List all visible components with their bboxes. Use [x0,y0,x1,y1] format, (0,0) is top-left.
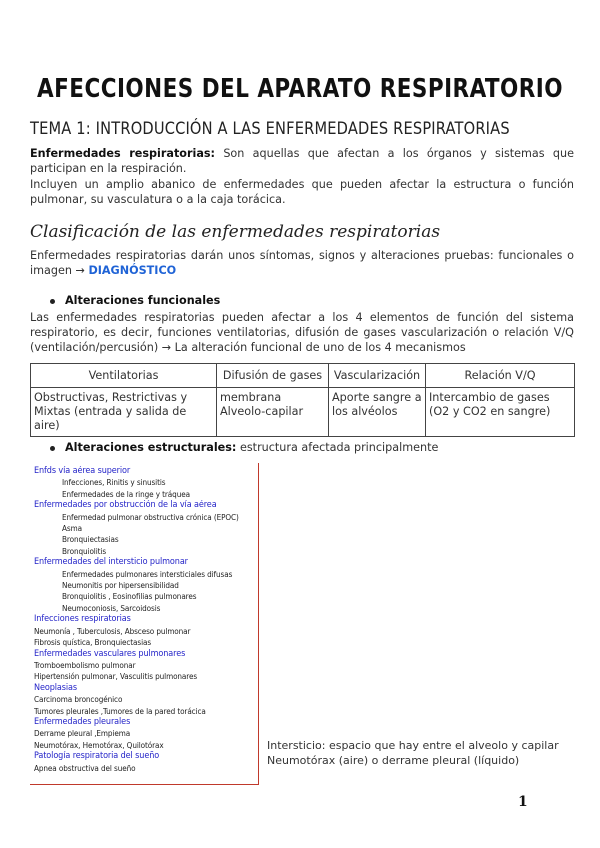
list-item: Bronquiolitis [62,545,107,556]
list-item: Enfermedades pulmonares intersticiales difusas [62,568,233,579]
list-item: Neumonitis por hipersensibilidad [62,580,179,591]
list-item: Neumotórax, Hemotórax, Quilotórax [34,739,164,750]
bullet-funcionales [50,294,220,307]
bullet-estructurales [50,441,438,454]
note-line: Neumotórax (aire) o derrame pleural (líquido) [267,754,520,767]
intro-term: Enfermedades respiratorias: [30,147,216,160]
table-header-cell: Relación V/Q [426,364,575,388]
list-heading: Infecciones respiratorias [34,614,131,625]
classification-list-image [30,463,259,785]
list-item: Fibrosis quística, Bronquiectasias [34,637,152,648]
section-title-clasificacion: Clasificación de las enfermedades respiratorias [30,222,441,242]
bullet-estructurales-label: Alteraciones estructurales: [65,441,237,454]
bullet-dot-icon [50,446,55,451]
list-item: Hipertensión pulmonar, Vasculitis pulmonares [34,671,198,682]
table-cell: membrana Alveolo-capilar [217,388,329,437]
bullet-funcionales-label: Alteraciones funcionales [65,294,221,307]
list-item: Enfermedad pulmonar obstructiva crónica (EPOC) [62,511,239,522]
bullet-dot-icon [50,299,55,304]
list-item: Neumonía , Tuberculosis, Absceso pulmonar [34,625,191,636]
intro-paragraph-2: Incluyen un amplio abanico de enfermedades que pueden afectar la estructura o función pulmonar, su vasculatura o a la caja torácica. [30,178,574,206]
table-cell: Intercambio de gases (O2 y CO2 en sangre) [426,388,575,437]
list-heading: Enfermedades del intersticio pulmonar [34,557,188,568]
table-row [31,388,575,437]
bullet-estructurales-text: estructura afectada principalmente [239,441,439,454]
list-item: Enfermedades de la ringe y tráquea [62,488,190,499]
list-item: Tumores pleurales ,Tumores de la pared torácica [34,705,206,716]
list-item: Bronquiectasias [62,534,119,545]
table-header-row [31,364,575,388]
list-item: Derrame pleural ,Empiema [34,728,131,739]
page-number: 1 [518,794,528,810]
table-cell: Aporte sangre a los alvéolos [329,388,426,437]
list-heading: Patología respiratoria del sueño [34,751,160,762]
clasificacion-text [30,248,574,278]
diagnostico-highlight: DIAGNÓSTICO [88,264,177,277]
table-header-cell: Ventilatorias [31,364,217,388]
table-cell: Obstructivas, Restrictivas y Mixtas (entrada y salida de aire) [31,388,217,437]
funcional-table [30,363,575,437]
clasificacion-body: Enfermedades respiratorias darán unos síntomas, signos y alteraciones pruebas: funcionales o imagen → [30,249,574,277]
intro-paragraph [30,146,574,176]
intro-definition: Son aquellas que afectan a los órganos y sistemas que participan en la respiración. [30,147,574,175]
list-item: Bronquiolitis , Eosinofilias pulmonares [62,591,197,602]
list-item: Infecciones, Rinitis y sinusitis [62,477,166,488]
table-header-cell: Difusión de gases [217,364,329,388]
funcionales-text: Las enfermedades respiratorias pueden afectar a los 4 elementos de función del sistema respiratorio, es decir, funciones ventilatorias, difusión de gases vascularización o relación V/Q (ventilación/percusión) → La alteración funcional de uno de los 4 mecanismos [30,311,574,354]
list-heading: Enfermedades por obstrucción de la vía aérea [34,500,217,511]
table-header-cell: Vascularización [329,364,426,388]
page-title: AFECCIONES DEL APARATO RESPIRATORIO [37,74,563,104]
list-heading: Enfermedades pleurales [34,716,131,727]
list-item: Neumoconiosis, Sarcoidosis [62,602,161,613]
list-item: Carcinoma broncogénico [34,694,123,705]
list-heading: Neoplasias [34,682,77,693]
note-line: Intersticio: espacio que hay entre el alveolo y capilar [267,739,559,752]
note-block [267,738,559,768]
tema-title: TEMA 1: INTRODUCCIÓN A LAS ENFERMEDADES RESPIRATORIAS [30,119,510,139]
list-item: Tromboembolismo pulmonar [34,659,136,670]
list-item: Asma [62,523,82,534]
list-heading: Enfds vía aérea superior [34,466,131,476]
list-item: Apnea obstructiva del sueño [34,762,136,773]
list-heading: Enfermedades vasculares pulmonares [34,648,186,659]
